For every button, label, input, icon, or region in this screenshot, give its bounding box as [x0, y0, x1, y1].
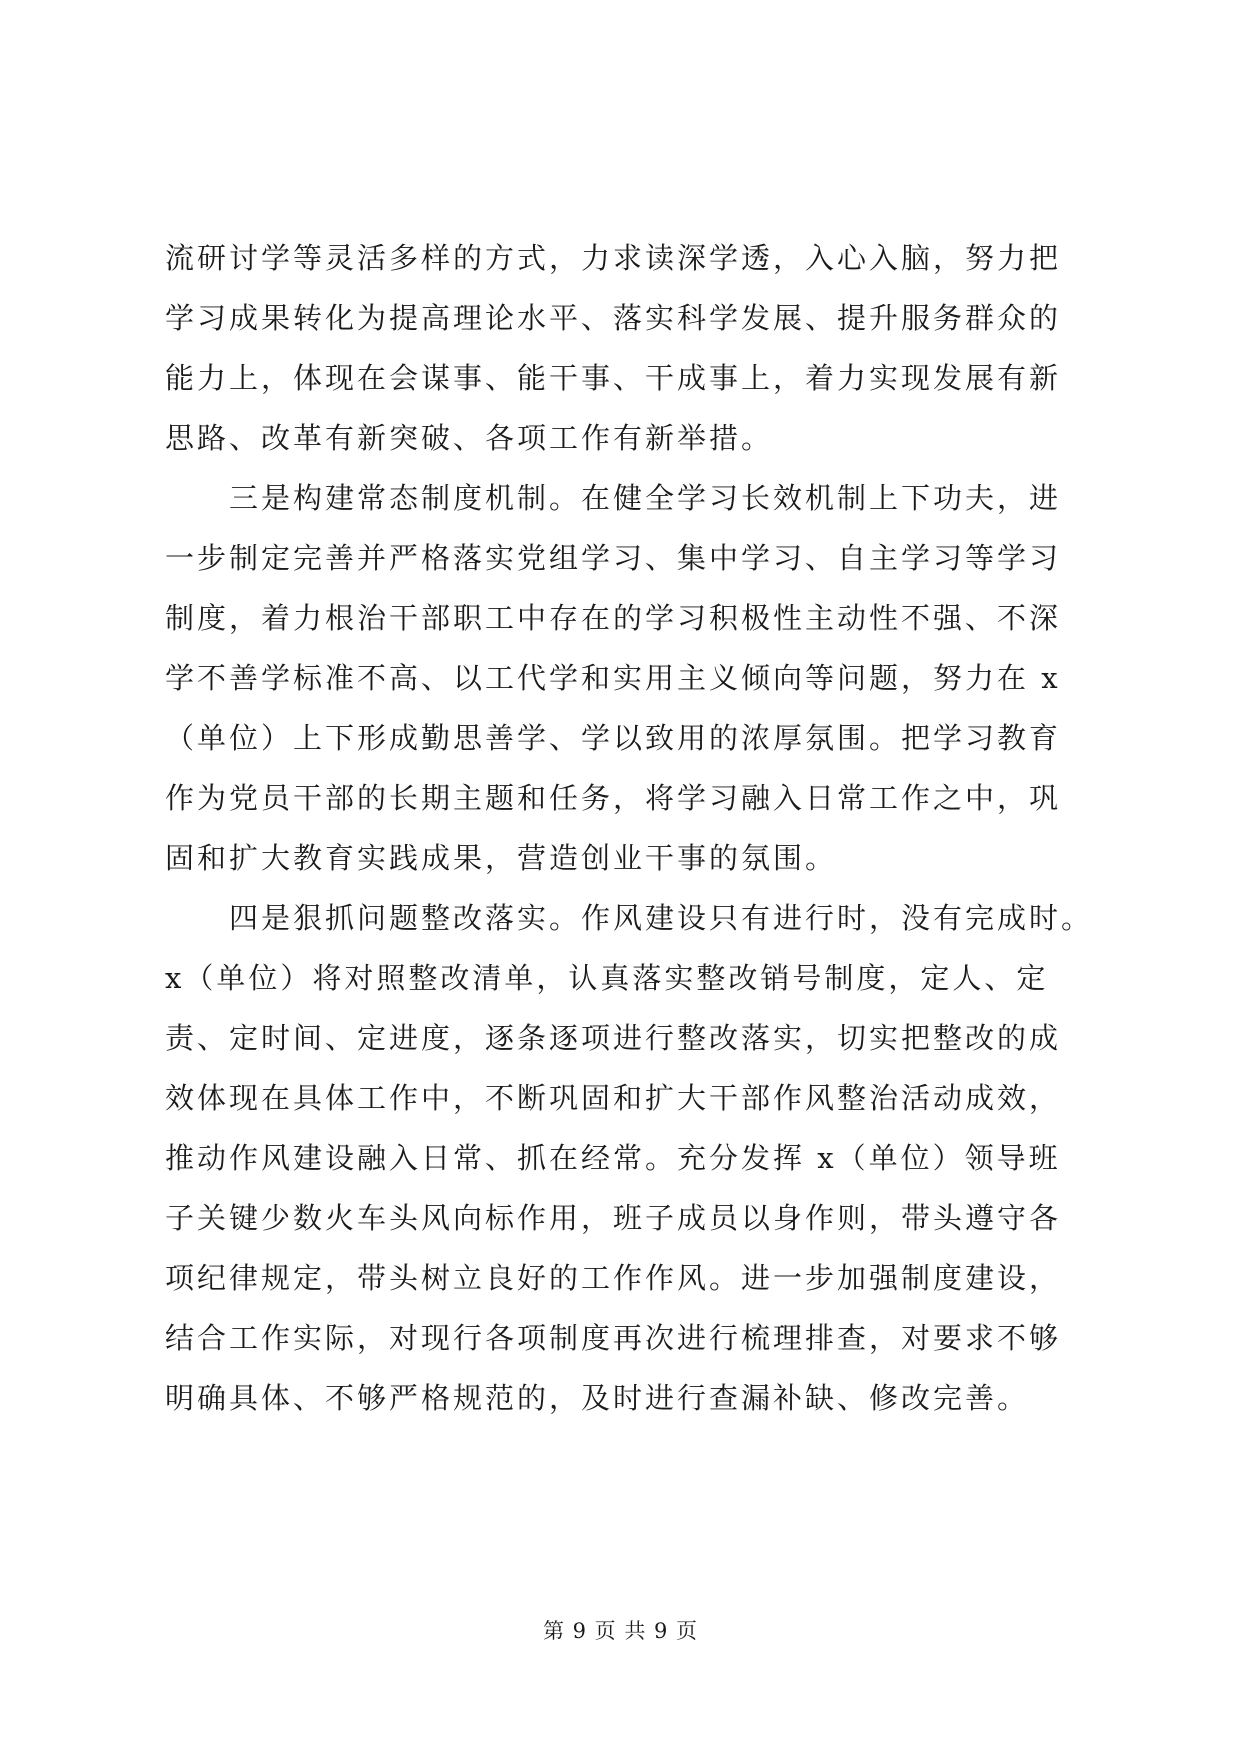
paragraph-start-line: 四是狠抓问题整改落实。作风建设只有进行时，没有完成时。: [229, 901, 1094, 935]
paragraph-start-line: 三是构建常态制度机制。在健全学习长效机制上下功夫，进: [229, 481, 1062, 515]
text-line: 一步制定完善并严格落实党组学习、集中学习、自主学习等学习: [165, 541, 1062, 575]
body-text: [165, 228, 1094, 1428]
text-line: 子关键少数火车头风向标作用，班子成员以身作则，带头遵守各: [165, 1201, 1062, 1235]
text-line: 能力上，体现在会谋事、能干事、干成事上，着力实现发展有新: [165, 361, 1062, 395]
text-line: 效体现在具体工作中，不断巩固和扩大干部作风整治活动成效，: [165, 1081, 1062, 1115]
page-number: 第 9 页 共 9 页: [542, 1619, 699, 1643]
text-line: （单位）上下形成勤思善学、学以致用的浓厚氛围。把学习教育: [165, 721, 1062, 755]
text-line: 责、定时间、定进度，逐条逐项进行整改落实，切实把整改的成: [165, 1021, 1062, 1055]
text-line: 推动作风建设融入日常、抓在经常。充分发挥 x（单位）领导班: [165, 1141, 1061, 1175]
text-line: 思路、改革有新突破、各项工作有新举措。: [165, 421, 774, 455]
text-line: 学不善学标准不高、以工代学和实用主义倾向等问题，努力在 x: [165, 661, 1061, 695]
page-footer: [0, 1615, 1241, 1645]
text-line: 作为党员干部的长期主题和任务，将学习融入日常工作之中，巩: [165, 781, 1062, 815]
text-line: 制度，着力根治干部职工中存在的学习积极性主动性不强、不深: [165, 601, 1062, 635]
text-line: x（单位）将对照整改清单，认真落实整改销号制度，定人、定: [165, 961, 1049, 995]
text-line: 学习成果转化为提高理论水平、落实科学发展、提升服务群众的: [165, 301, 1062, 335]
text-line: 固和扩大教育实践成果，营造创业干事的氛围。: [165, 841, 838, 875]
text-line: 结合工作实际，对现行各项制度再次进行梳理排查，对要求不够: [165, 1321, 1062, 1355]
text-line: 明确具体、不够严格规范的，及时进行查漏补缺、修改完善。: [165, 1381, 1030, 1415]
text-line: 项纪律规定，带头树立良好的工作作风。进一步加强制度建设，: [165, 1261, 1062, 1295]
text-line: 流研讨学等灵活多样的方式，力求读深学透，入心入脑，努力把: [165, 241, 1062, 275]
